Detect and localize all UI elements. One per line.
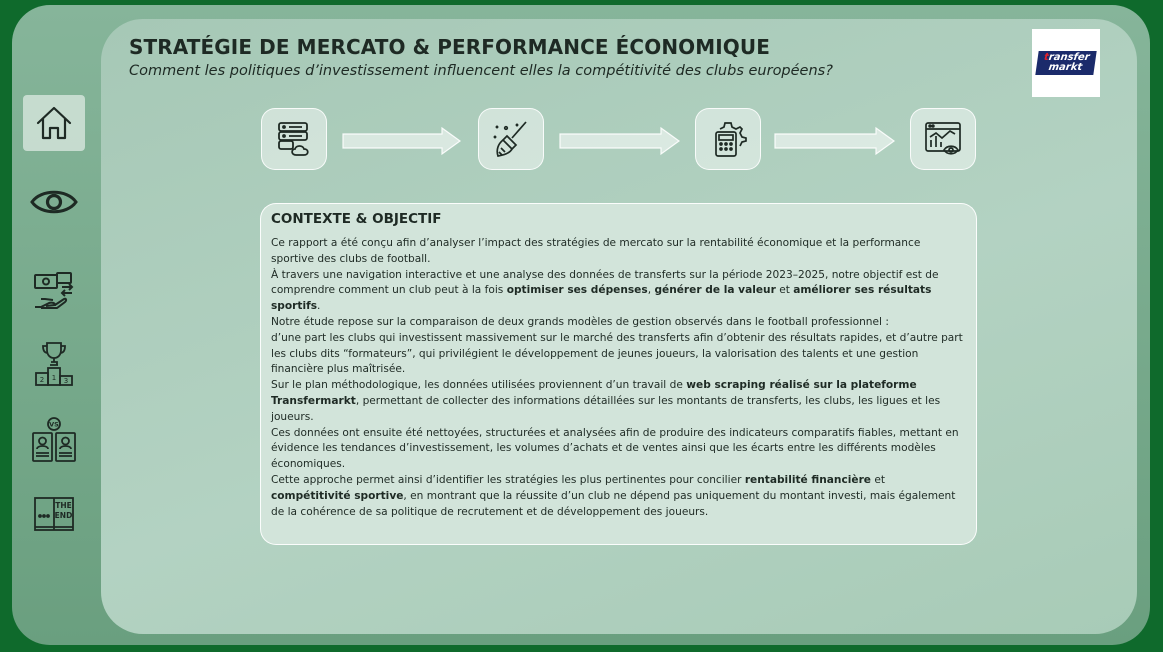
text-span: , en montrant que la réussite d’un club ne dépend pas uniquement du montant investi, mais également de la cohérence de sa politique de recrutement et de développement des joueurs. <box>271 489 956 518</box>
text-span: , permettant de collecter des informations détaillées sur les montants de transferts, les clubs, les ligues et les joueurs. <box>271 394 941 423</box>
context-paragraph: Ce rapport a été conçu afin d’analyser l’impact des stratégies de mercato sur la rentabilité économique et la performance sportive des clubs de football. <box>271 237 921 265</box>
database-cloud-icon <box>274 119 314 159</box>
svg-text:2: 2 <box>39 376 45 384</box>
svg-text:END: END <box>54 511 73 520</box>
context-paragraph: d’une part les clubs qui investissent massivement sur le marché des transferts afin d’obtenir des résultats rapides, et d’autre part les clubs dits “formateurs”, qui privilégient le développement de jeunes joueurs, la valorisation des talents et une gestion financière plus maîtrisée. <box>271 331 963 376</box>
nav-comparison-button[interactable] <box>23 412 85 468</box>
home-icon <box>34 103 74 143</box>
data-cleaning-brush-icon <box>490 118 532 160</box>
context-card <box>260 203 977 545</box>
svg-text:THE: THE <box>55 501 72 510</box>
versus-players-icon <box>29 415 79 465</box>
svg-text:VS: VS <box>49 420 59 429</box>
transfermarkt-logo <box>1032 29 1100 97</box>
text-strong: compétitivité sportive <box>271 489 404 502</box>
nav-transfers-button[interactable] <box>23 262 85 318</box>
text-strong: web scraping réalisé sur la plateforme Transfermarkt <box>271 379 917 407</box>
calculator-gear-icon <box>707 118 749 160</box>
analytics-dashboard-icon <box>922 118 964 160</box>
text-span: À travers une navigation interactive et une analyse des données de transferts sur la période 2023–2025, notre objectif est de comprendre comment un club peut à la fois <box>271 268 939 297</box>
nav-end-button[interactable] <box>23 486 85 542</box>
step-data-visualization <box>910 108 976 170</box>
page-title: STRATÉGIE DE MERCATO & PERFORMANCE ÉCONOMIQUE <box>129 35 771 59</box>
context-paragraph <box>271 473 966 520</box>
text-strong: optimiser ses dépenses <box>506 284 648 297</box>
the-end-book-icon <box>31 494 77 534</box>
text-span: et <box>870 473 886 486</box>
context-paragraph: Notre étude repose sur la comparaison de deux grands modèles de gestion observés dans le football professionnel : <box>271 315 889 328</box>
logo-line-1: transfer <box>1043 52 1091 63</box>
text-span: et <box>775 284 794 297</box>
nav-overview-button[interactable] <box>23 174 85 230</box>
text-strong: générer de la valeur <box>654 284 776 297</box>
step-data-collection <box>261 108 327 170</box>
arrow-right-icon <box>342 126 462 156</box>
text-span: Cette approche permet ainsi d’identifier les stratégies les plus pertinentes pour concilier <box>271 473 745 486</box>
logo-badge <box>1035 51 1096 75</box>
text-span: . <box>317 300 321 313</box>
text-strong: améliorer ses résultats sportifs <box>271 284 932 313</box>
money-exchange-icon <box>31 267 77 313</box>
svg-text:3: 3 <box>63 377 69 385</box>
context-paragraph <box>271 268 966 315</box>
nav-home-button[interactable] <box>23 95 85 151</box>
page-subtitle: Comment les politiques d’investissement influencent elles la compétitivité des clubs européens? <box>129 63 833 79</box>
text-strong: rentabilité financière <box>744 473 871 486</box>
svg-text:1: 1 <box>51 374 57 382</box>
context-title: CONTEXTE & OBJECTIF <box>271 211 442 227</box>
eye-icon <box>29 185 79 219</box>
context-paragraph <box>271 378 966 425</box>
text-span: Sur le plan méthodologique, les données utilisées proviennent d’un travail de <box>271 379 687 392</box>
arrow-right-icon <box>774 126 896 156</box>
context-paragraph: Ces données ont ensuite été nettoyées, structurées et analysées afin de produire des indicateurs comparatifs fiables, mettant en évidence les tendances d’investissement, les volumes d’achats et de ventes ainsi que les écarts entre les différents modèles économiques. <box>271 426 959 471</box>
nav-performance-button[interactable] <box>23 334 85 390</box>
text-span: , <box>647 284 655 297</box>
step-data-analysis <box>695 108 761 170</box>
context-body <box>271 236 966 520</box>
logo-line-2: markt <box>1047 62 1083 73</box>
step-data-cleaning <box>478 108 544 170</box>
arrow-right-icon <box>559 126 681 156</box>
trophy-podium-icon <box>32 337 76 387</box>
